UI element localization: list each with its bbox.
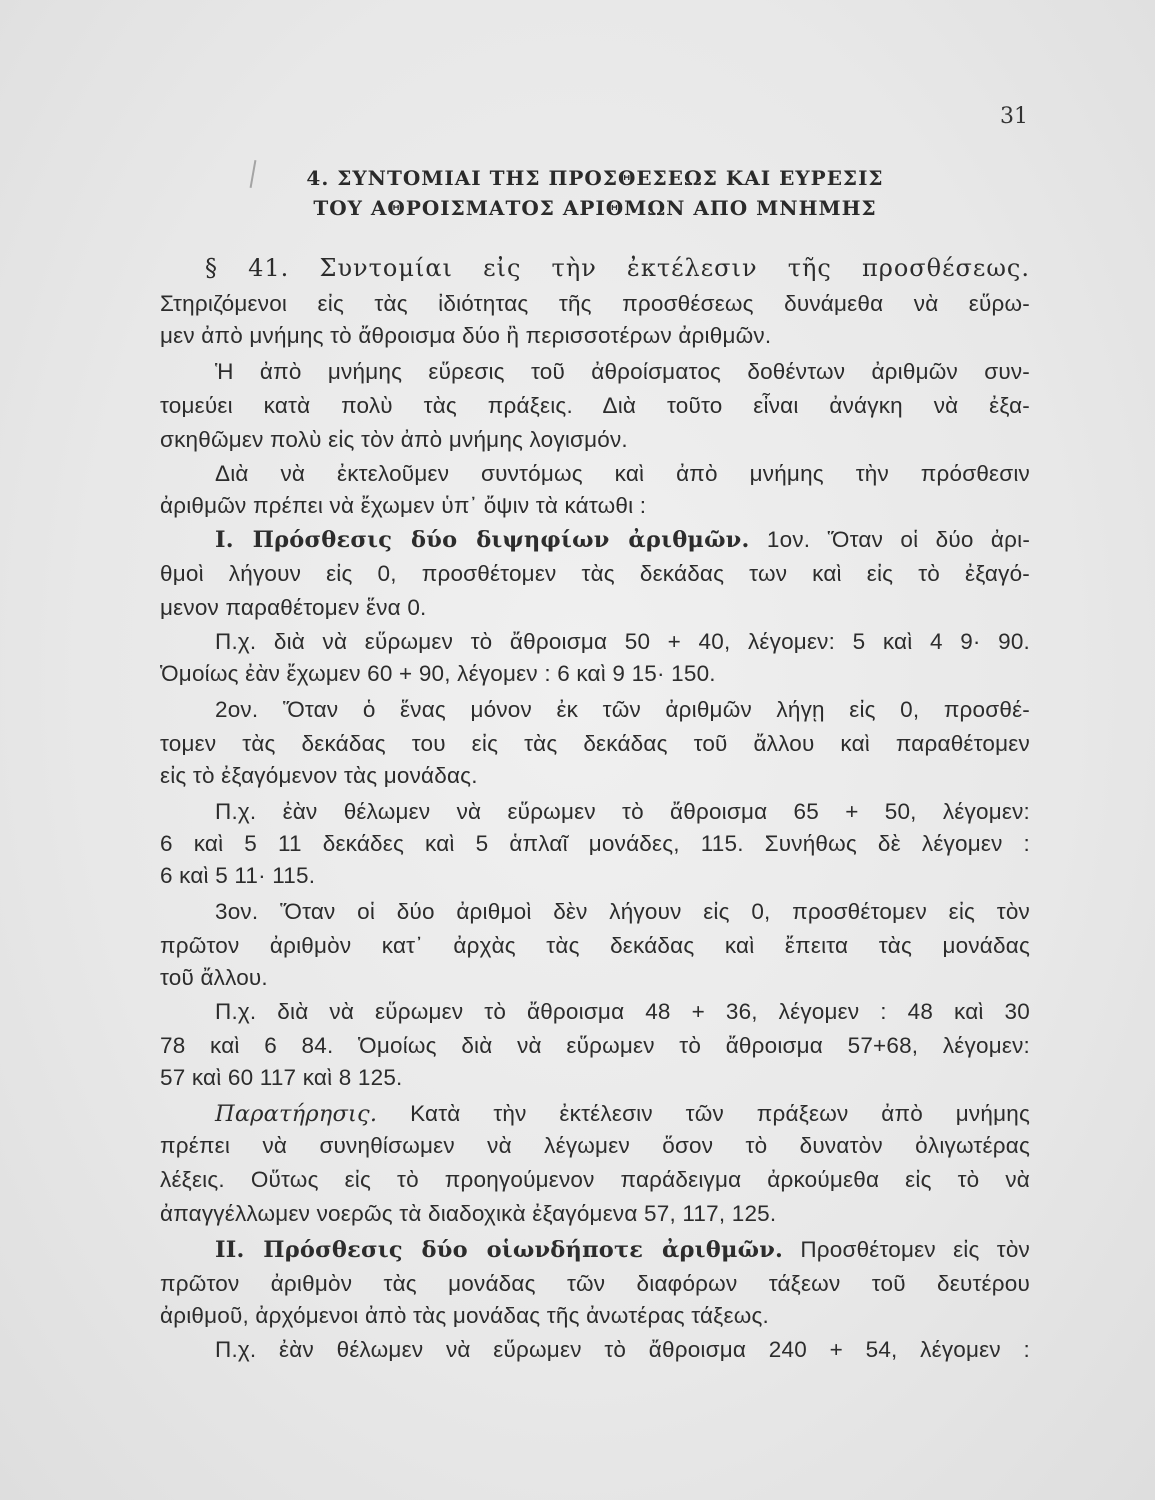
text-line: εἰς τὸ ἐξαγόμενον τὰς μονάδας.	[160, 763, 478, 788]
text-line: Στηριζόμενοι εἰς τὰς ἰδιότητας τῆς προσθέσεως δυνάμεθα νὰ εὕρω-	[160, 291, 1030, 316]
part-2-lead: Προσθέτομεν εἰς τὸν	[800, 1237, 1031, 1262]
part-1-heading-line	[215, 524, 1030, 556]
text-line: λέξεις. Οὕτως εἰς τὸ προηγούμενον παράδειγμα ἀρκούμεθα εἰς τὸ νὰ	[160, 1167, 1030, 1192]
text-line: Π.χ. ἐὰν θέλωμεν νὰ εὕρωμεν τὸ ἄθροισμα 65 + 50, λέγομεν:	[215, 799, 1030, 824]
remark-label: Παρατήρησις.	[215, 1101, 378, 1127]
text-line: Ἡ ἀπὸ μνήμης εὕρεσις τοῦ ἀθροίσματος δοθέντων ἀριθμῶν συν-	[215, 359, 1030, 384]
text-line: Ὁμοίως ἐὰν ἔχωμεν 60 + 90, λέγομεν : 6 καὶ 9 15· 150.	[160, 661, 716, 686]
text-line: Π.χ. διὰ νὰ εὕρωμεν τὸ ἄθροισμα 50 + 40, λέγομεν: 5 καὶ 4 9· 90.	[215, 629, 1030, 654]
text-line: σκηθῶμεν πολὺ εἰς τὸν ἀπὸ μνήμης λογισμόν.	[160, 427, 628, 452]
section-heading	[205, 252, 1030, 284]
section-title: Συντομίαι εἰς τὴν ἐκτέλεσιν τῆς προσθέσεως.	[319, 254, 1030, 282]
text-line: τοῦ ἄλλου.	[160, 965, 268, 990]
text-line: ἀριθμοῦ, ἀρχόμενοι ἀπὸ τὰς μονάδας τῆς ἀνωτέρας τάξεως.	[160, 1303, 769, 1328]
chapter-heading-line-1: 4. ΣΥΝΤΟΜΙΑΙ ΤΗΣ ΠΡΟΣΘΕΣΕΩΣ ΚΑΙ ΕΥΡΕΣΙΣ	[306, 166, 884, 190]
text-line: ἀπαγγέλλωμεν νοερῶς τὰ διαδοχικὰ ἐξαγόμενα 57, 117, 125.	[160, 1201, 777, 1226]
text-line: Π.χ. ἐὰν θέλωμεν νὰ εὕρωμεν τὸ ἄθροισμα 240 + 54, λέγομεν :	[215, 1337, 1030, 1362]
text-line: πρῶτον ἀριθμὸν τὰς μονάδας τῶν διαφόρων τάξεων τοῦ δευτέρου	[160, 1271, 1030, 1296]
text-line: 3ον. Ὅταν οἱ δύο ἀριθμοὶ δὲν λήγουν εἰς 0, προσθέτομεν εἰς τὸν	[215, 899, 1030, 924]
text-line: ἀριθμῶν πρέπει νὰ ἔχωμεν ὑπ᾽ ὄψιν τὰ κάτωθι :	[160, 493, 647, 518]
text-line: Διὰ νὰ ἐκτελοῦμεν συντόμως καὶ ἀπὸ μνήμης τὴν πρόσθεσιν	[215, 461, 1030, 486]
text-line: μενον παραθέτομεν ἕνα 0.	[160, 595, 427, 620]
text-line: πρῶτον ἀριθμὸν κατ᾽ ἀρχὰς τὰς δεκάδας καὶ ἔπειτα τὰς μονάδας	[160, 933, 1030, 958]
text-line: πρέπει νὰ συνηθίσωμεν νὰ λέγωμεν ὅσον τὸ δυνατὸν ὀλιγωτέρας	[160, 1133, 1030, 1158]
section-number: § 41.	[205, 254, 290, 282]
text-line: Π.χ. διὰ νὰ εὕρωμεν τὸ ἄθροισμα 48 + 36, λέγομεν : 48 καὶ 30	[215, 999, 1030, 1024]
text-line: 57 καὶ 60 117 καὶ 8 125.	[160, 1065, 403, 1090]
chapter-heading-line-2: ΤΟΥ ΑΘΡΟΙΣΜΑΤΟΣ ΑΡΙΘΜΩΝ ΑΠΟ ΜΝΗΜΗΣ	[313, 196, 877, 220]
part-1-label: I. Πρόσθεσις δύο διψηφίων ἀριθμῶν.	[215, 527, 750, 553]
text-line: 6 καὶ 5 11· 115.	[160, 863, 316, 888]
text-line: τομεύει κατὰ πολὺ τὰς πράξεις. Διὰ τοῦτο εἶναι ἀνάγκη νὰ ἐξα-	[160, 393, 1030, 418]
text-line: 6 καὶ 5 11 δεκάδες καὶ 5 ἁπλαῖ μονάδες, 115. Συνήθως δὲ λέγομεν :	[160, 831, 1030, 856]
part-2-heading-line	[215, 1234, 1030, 1266]
text-line: μεν ἀπὸ μνήμης τὸ ἄθροισμα δύο ἢ περισσοτέρων ἀριθμῶν.	[160, 323, 772, 348]
text-line: 78 καὶ 6 84. Ὁμοίως διὰ νὰ εὕρωμεν τὸ ἄθροισμα 57+68, λέγομεν:	[160, 1033, 1030, 1058]
remark-heading-line	[215, 1098, 1030, 1130]
text-line: τομεν τὰς δεκάδας του εἰς τὰς δεκάδας τοῦ ἄλλου καὶ παραθέτομεν	[160, 731, 1030, 756]
remark-lead: Κατὰ τὴν ἐκτέλεσιν τῶν πράξεων ἀπὸ μνήμης	[410, 1101, 1030, 1126]
part-2-label: II. Πρόσθεσις δύο οἱωνδήποτε ἀριθμῶν.	[215, 1237, 784, 1263]
part-1-lead: 1ον. Ὅταν οἱ δύο ἀρι-	[766, 527, 1031, 552]
page-number: 31	[1000, 104, 1028, 129]
text-line: θμοὶ λήγουν εἰς 0, προσθέτομεν τὰς δεκάδας των καὶ εἰς τὸ ἐξαγό-	[160, 561, 1030, 586]
text-line: 2ον. Ὅταν ὁ ἕνας μόνον ἐκ τῶν ἀριθμῶν λήγῃ εἰς 0, προσθέ-	[215, 697, 1030, 722]
